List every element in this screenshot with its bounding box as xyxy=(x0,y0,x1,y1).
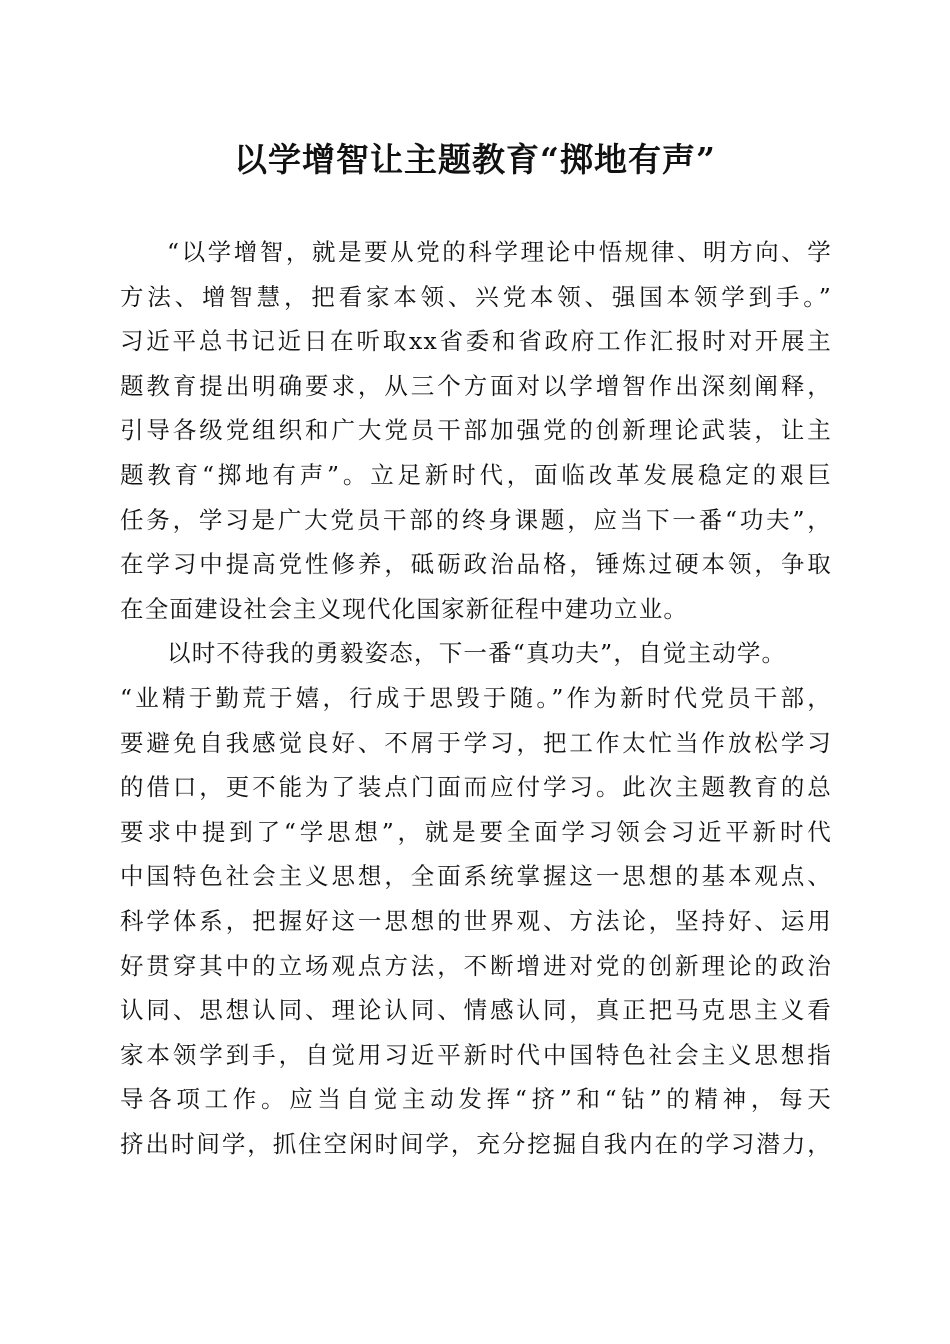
paragraph-line: 在全面建设社会主义现代化国家新征程中建功立业。 xyxy=(120,594,689,623)
paragraph-line: 以时不待我的勇毅姿态，下一番“真功夫”，自觉主动学。 xyxy=(167,639,787,668)
paragraph-line: 引导各级党组织和广大党员干部加强党的创新理论武装，让主 xyxy=(120,416,832,445)
paragraph-line: 科学体系，把握好这一思想的世界观、方法论，坚持好、运用 xyxy=(120,906,832,935)
paragraph-line: 题教育“掷地有声”。立足新时代，面临改革发展稳定的艰巨 xyxy=(120,460,832,489)
paragraph-line: 认同、思想认同、理论认同、情感认同，真正把马克思主义看 xyxy=(120,996,832,1025)
paragraph-line: “业精于勤荒于嬉，行成于思毁于随。”作为新时代党员干部， xyxy=(120,683,832,712)
paragraph-line: 方法、增智慧，把看家本领、兴党本领、强国本领学到手。” xyxy=(120,282,832,311)
paragraph-line: 要避免自我感觉良好、不屑于学习，把工作太忙当作放松学习 xyxy=(120,728,832,757)
paragraph-line: 导各项工作。应当自觉主动发挥“挤”和“钻”的精神，每天 xyxy=(120,1085,832,1114)
paragraph-line: 任务，学习是广大党员干部的终身课题，应当下一番“功夫”， xyxy=(120,505,832,534)
paragraph-line: 挤出时间学，抓住空闲时间学，充分挖掘自我内在的学习潜力， xyxy=(120,1129,832,1158)
paragraph-line: 在学习中提高党性修养，砥砺政治品格，锤炼过硬本领，争取 xyxy=(120,550,832,579)
paragraph-line: 家本领学到手，自觉用习近平新时代中国特色社会主义思想指 xyxy=(120,1040,832,1069)
paragraph-1 xyxy=(120,230,832,631)
paragraph-line: 的借口，更不能为了装点门面而应付学习。此次主题教育的总 xyxy=(120,773,832,802)
document-body xyxy=(120,230,832,1166)
paragraph-line: 题教育提出明确要求，从三个方面对以学增智作出深刻阐释， xyxy=(120,371,832,400)
paragraph-line: 好贯穿其中的立场观点方法，不断增进对党的创新理论的政治 xyxy=(120,951,832,980)
paragraph-line: 习近平总书记近日在听取xx省委和省政府工作汇报时对开展主 xyxy=(120,327,832,356)
document-title: 以学增智让主题教育“掷地有声” xyxy=(234,140,716,179)
paragraph-2 xyxy=(120,631,832,1166)
paragraph-line: 中国特色社会主义思想，全面系统掌握这一思想的基本观点、 xyxy=(120,862,832,891)
paragraph-line: 要求中提到了“学思想”，就是要全面学习领会习近平新时代 xyxy=(120,817,832,846)
paragraph-line: “以学增智，就是要从党的科学理论中悟规律、明方向、学 xyxy=(167,238,832,266)
